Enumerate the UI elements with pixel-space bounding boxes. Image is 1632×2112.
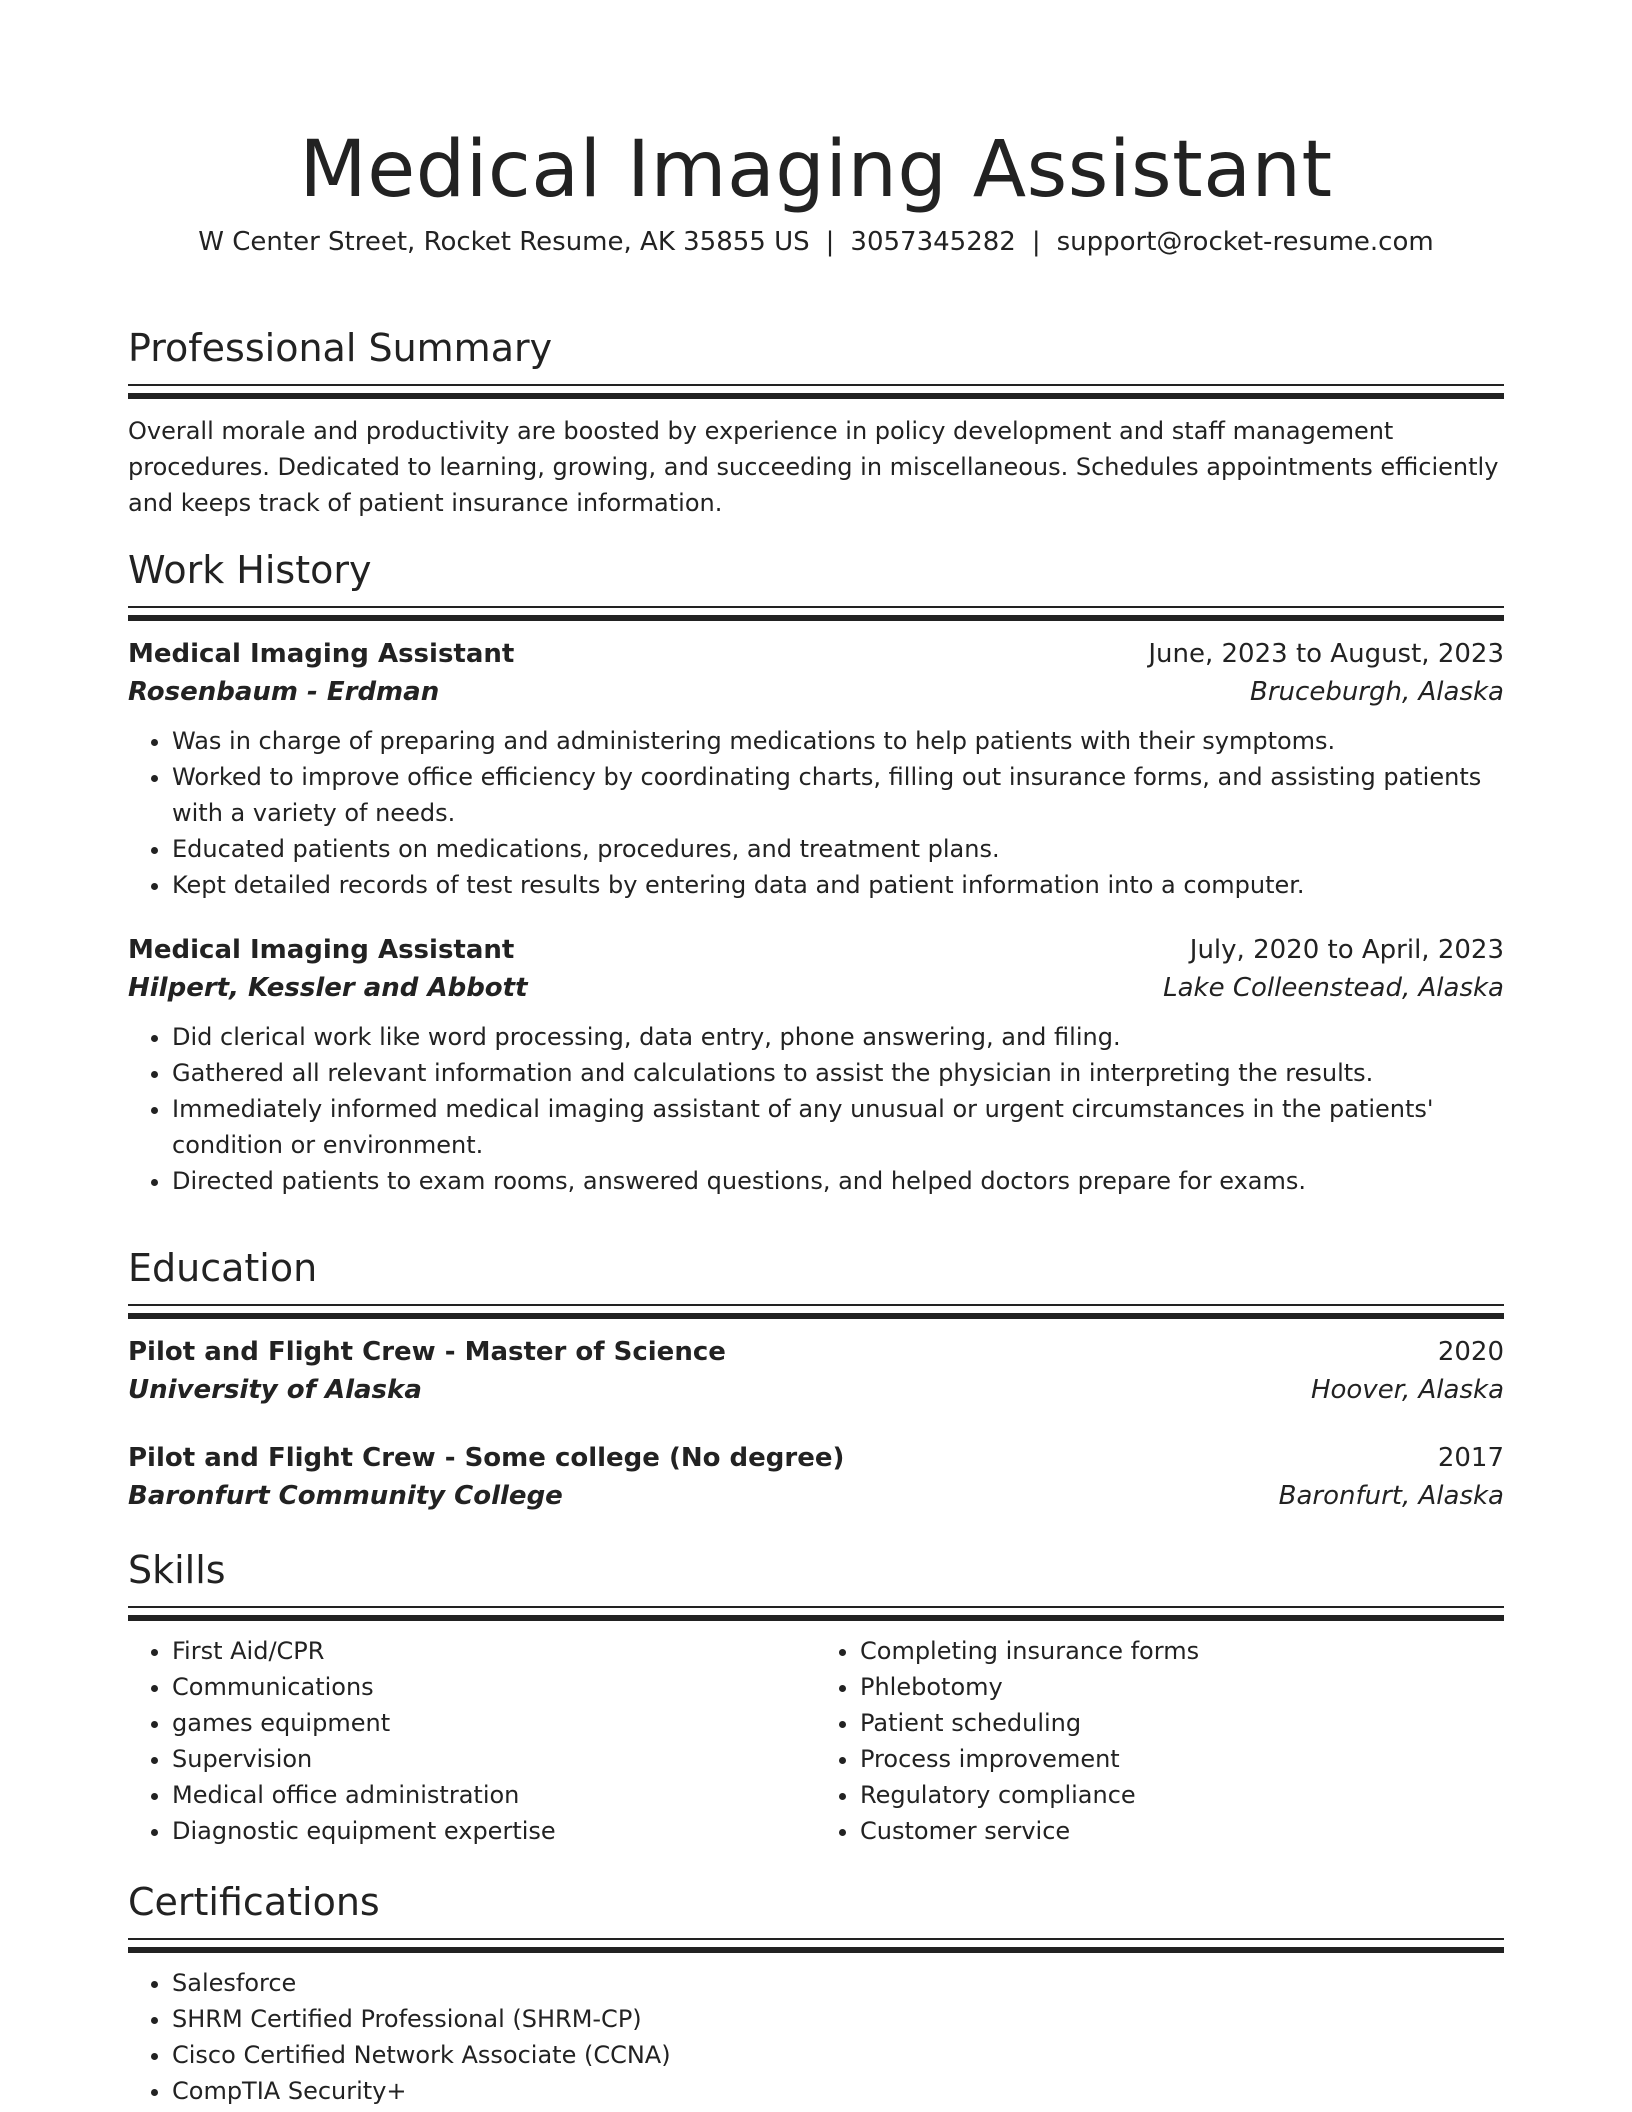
contact-email: support@rocket-resume.com: [1056, 227, 1434, 257]
section-divider: [128, 1938, 1504, 1953]
certification-item: • CompTIA Security+: [172, 2073, 1504, 2109]
certification-item: • SHRM Certified Professional (SHRM-CP): [172, 2001, 1504, 2037]
skill-item: • Phlebotomy: [860, 1669, 1504, 1705]
education-entry: [128, 1439, 1504, 1515]
section-certifications: [128, 1876, 1504, 2109]
skill-item: • Diagnostic equipment expertise: [172, 1813, 816, 1849]
certifications-list: [128, 1965, 1504, 2109]
section-title: Education: [128, 1246, 318, 1290]
contact-phone: 3057345282: [850, 227, 1016, 257]
job-bullet: • Directed patients to exam rooms, answered questions, and helped doctors prepare for exams.: [172, 1163, 1504, 1199]
education-year: 2017: [1437, 1443, 1504, 1473]
section-title: Professional Summary: [128, 326, 553, 370]
skill-item: • games equipment: [172, 1705, 816, 1741]
skill-item: • Communications: [172, 1669, 816, 1705]
job-company: Rosenbaum - Erdman: [128, 677, 440, 707]
skill-item: • Customer service: [860, 1813, 1504, 1849]
education-location: Baronfurt, Alaska: [1278, 1481, 1504, 1511]
education-degree: Pilot and Flight Crew - Master of Science: [128, 1337, 726, 1367]
section-skills: [128, 1544, 1504, 1849]
section-divider: [128, 1606, 1504, 1621]
skills-columns: [128, 1621, 1504, 1849]
education-school: University of Alaska: [128, 1375, 422, 1405]
job-company: Hilpert, Kessler and Abbott: [128, 973, 528, 1003]
skills-list-right: [816, 1633, 1504, 1849]
skill-item: • Patient scheduling: [860, 1705, 1504, 1741]
education-degree: Pilot and Flight Crew - Some college (No degree): [128, 1443, 845, 1473]
section-work-history: [128, 544, 1504, 1199]
job-title: Medical Imaging Assistant: [128, 639, 515, 669]
contact-line: [128, 224, 1504, 260]
job-dates: July, 2020 to April, 2023: [1189, 935, 1504, 965]
skill-item: • Completing insurance forms: [860, 1633, 1504, 1669]
contact-address: W Center Street, Rocket Resume, AK 35855 US: [198, 227, 810, 257]
education-location: Hoover, Alaska: [1310, 1375, 1504, 1405]
section-education: [128, 1242, 1504, 1515]
education-school: Baronfurt Community College: [128, 1481, 563, 1511]
section-divider: [128, 384, 1504, 399]
job-location: Bruceburgh, Alaska: [1250, 677, 1504, 707]
section-title: Work History: [128, 548, 372, 592]
job-location: Lake Colleenstead, Alaska: [1163, 973, 1504, 1003]
job-bullet: • Gathered all relevant information and calculations to assist the physician in interpreting the results.: [172, 1055, 1504, 1091]
job-bullet: • Did clerical work like word processing, data entry, phone answering, and filing.: [172, 1019, 1504, 1055]
job-dates: June, 2023 to August, 2023: [1148, 639, 1504, 669]
job-bullet: • Immediately informed medical imaging assistant of any unusual or urgent circumstances in the patients' condition or environment.: [172, 1091, 1504, 1163]
skill-item: • First Aid/CPR: [172, 1633, 816, 1669]
summary-text: Overall morale and productivity are boosted by experience in policy development and staff management procedures. Dedicated to learning, growing, and succeeding in miscellaneous. Schedules appointments efficiently and keeps track of patient insurance information.: [128, 417, 1499, 517]
section-title: Skills: [128, 1548, 226, 1592]
job-bullets: [128, 723, 1504, 903]
section-divider: [128, 1304, 1504, 1319]
education-year: 2020: [1437, 1337, 1504, 1367]
job-bullet: • Worked to improve office efficiency by coordinating charts, filling out insurance forms, and assisting patients with a variety of needs.: [172, 759, 1504, 831]
skill-item: • Regulatory compliance: [860, 1777, 1504, 1813]
skill-item: • Medical office administration: [172, 1777, 816, 1813]
skill-item: • Supervision: [172, 1741, 816, 1777]
section-title: Certifications: [128, 1880, 380, 1924]
job-bullet: • Kept detailed records of test results by entering data and patient information into a computer.: [172, 867, 1504, 903]
section-divider: [128, 606, 1504, 621]
skills-list-left: [128, 1633, 816, 1849]
certification-item: • Salesforce: [172, 1965, 1504, 2001]
resume-name: Medical Imaging Assistant: [299, 125, 1333, 215]
job-entry: [128, 635, 1504, 903]
contact-separator: |: [825, 227, 835, 257]
job-bullet: • Educated patients on medications, procedures, and treatment plans.: [172, 831, 1504, 867]
certification-item: • Cisco Certified Network Associate (CCNA): [172, 2037, 1504, 2073]
section-summary: [128, 322, 1504, 521]
contact-separator: |: [1031, 227, 1041, 257]
job-title: Medical Imaging Assistant: [128, 935, 515, 965]
job-entry: [128, 931, 1504, 1199]
job-bullet: • Was in charge of preparing and administering medications to help patients with their symptoms.: [172, 723, 1504, 759]
education-entry: [128, 1333, 1504, 1409]
skill-item: • Process improvement: [860, 1741, 1504, 1777]
job-bullets: [128, 1019, 1504, 1199]
